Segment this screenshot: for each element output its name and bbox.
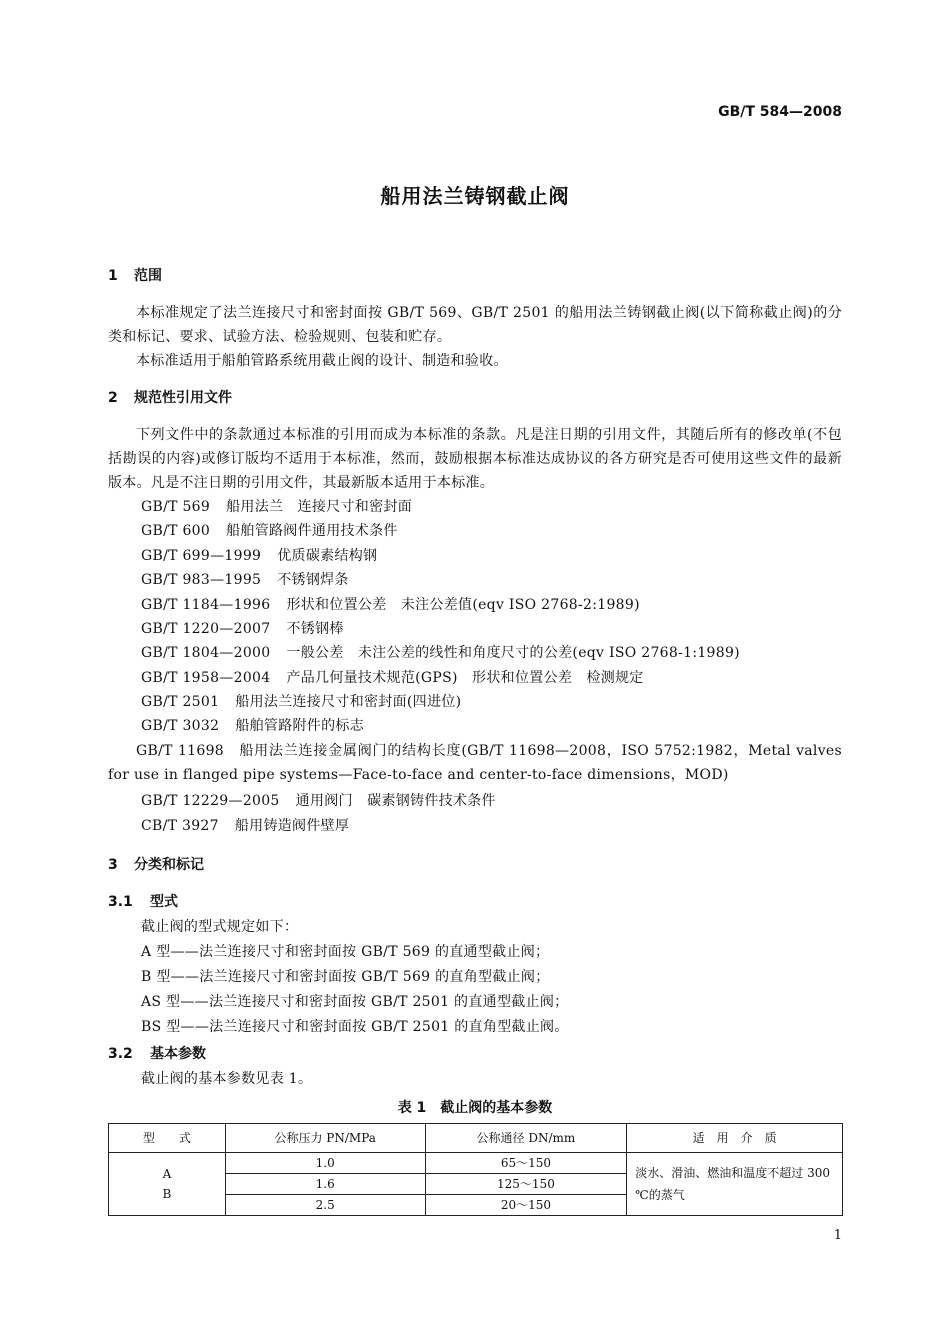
reference-title: 不锈钢焊条 — [277, 572, 349, 588]
reference-code: GB/T 569 — [141, 499, 211, 515]
diameter-cell: 125～150 — [425, 1174, 627, 1195]
section-3-2-heading — [108, 1042, 206, 1066]
column-header-type: 型 式 — [109, 1124, 226, 1153]
medium-cell: 淡水、滑油、燃油和温度不超过 300 ℃的蒸气 — [627, 1153, 843, 1216]
reference-item — [141, 544, 377, 568]
document-title: 船用法兰铸钢截止阀 — [380, 184, 570, 208]
column-header-pressure: 公称压力 PN/MPa — [225, 1124, 425, 1153]
table-caption: 表 1 截止阀的基本参数 — [397, 1100, 553, 1116]
section-number: 1 — [108, 268, 118, 284]
section-title: 型式 — [150, 894, 178, 910]
reference-item — [141, 593, 640, 617]
section-number: 3.2 — [108, 1046, 133, 1062]
reference-item — [141, 666, 644, 690]
reference-code: CB/T 3927 — [141, 818, 219, 834]
reference-title: 船用法兰连接尺寸和密封面(四进位) — [235, 694, 462, 710]
reference-title: 船用法兰 连接尺寸和密封面 — [226, 499, 413, 515]
pressure-cell: 1.0 — [225, 1153, 425, 1174]
table-header-row — [109, 1124, 843, 1153]
pressure-cell: 2.5 — [225, 1195, 425, 1216]
reference-title: 船舶管路阀件通用技术条件 — [226, 523, 398, 539]
section-title: 规范性引用文件 — [134, 390, 232, 406]
reference-code: GB/T 600 — [141, 523, 211, 539]
reference-item — [141, 519, 398, 543]
reference-title: 产品几何量技术规范(GPS) 形状和位置公差 检测规定 — [286, 670, 644, 686]
reference-code: GB/T 3032 — [141, 718, 220, 734]
type-item: AS 型——法兰连接尺寸和密封面按 GB/T 2501 的直通型截止阀； — [141, 994, 569, 1010]
type-value: B — [162, 1187, 172, 1201]
column-header-medium: 适 用 介 质 — [627, 1124, 843, 1153]
section-number: 2 — [108, 390, 118, 406]
section-number: 3.1 — [108, 894, 133, 910]
section-3-1-heading — [108, 890, 178, 914]
reference-title: 一般公差 未注公差的线性和角度尺寸的公差(eqv ISO 2768-1:1989) — [286, 645, 740, 661]
type-cell — [109, 1153, 226, 1216]
type-item: B 型——法兰连接尺寸和密封面按 GB/T 569 的直角型截止阀； — [141, 969, 550, 985]
section-title: 范围 — [134, 268, 162, 284]
type-intro: 截止阀的型式规定如下： — [141, 919, 299, 935]
reference-item — [141, 789, 496, 813]
reference-title: 形状和位置公差 未注公差值(eqv ISO 2768-2:1989) — [286, 597, 640, 613]
section-3-heading — [108, 853, 204, 877]
type-item: BS 型——法兰连接尺寸和密封面按 GB/T 2501 的直角型截止阀。 — [141, 1019, 569, 1035]
reference-code: GB/T 1958—2004 — [141, 670, 271, 686]
reference-title: 优质碳素结构钢 — [277, 548, 378, 564]
reference-code: GB/T 1184—1996 — [141, 597, 271, 613]
reference-code: GB/T 12229—2005 — [141, 793, 280, 809]
table-row — [109, 1153, 843, 1174]
parameters-intro: 截止阀的基本参数见表 1。 — [141, 1071, 313, 1087]
pressure-cell: 1.6 — [225, 1174, 425, 1195]
section-1-paragraph-2: 本标准适用于船舶管路系统用截止阀的设计、制造和验收。 — [136, 353, 508, 369]
reference-item-long: GB/T 11698 船用法兰连接金属阀门的结构长度(GB/T 11698—2008，ISO 5752:1982，Metal valves for use in flanged pipe systems—Face-to-face and center-to-face dimensions，MOD) — [108, 743, 842, 783]
section-2-intro: 下列文件中的条款通过本标准的引用而成为本标准的条款。凡是注日期的引用文件，其随后所有的修改单(不包括勘误的内容)或修订版均不适用于本标准，然而，鼓励根据本标准达成协议的各方研究是否可使用这些文件的最新版本。凡是不注日期的引用文件，其最新版本适用于本标准。 — [108, 427, 842, 491]
section-title: 分类和标记 — [134, 857, 204, 873]
section-1-paragraph-1: 本标准规定了法兰连接尺寸和密封面按 GB/T 569、GB/T 2501 的船用法兰铸钢截止阀(以下简称截止阀)的分类和标记、要求、试验方法、检验规则、包装和贮存。 — [108, 305, 842, 345]
reference-item — [141, 617, 344, 641]
reference-code: GB/T 1220—2007 — [141, 621, 271, 637]
reference-code: GB/T 2501 — [141, 694, 220, 710]
reference-code: GB/T 699—1999 — [141, 548, 262, 564]
reference-item — [141, 568, 349, 592]
parameters-table — [108, 1123, 843, 1216]
reference-item — [141, 714, 364, 738]
section-number: 3 — [108, 857, 118, 873]
reference-title: 船舶管路附件的标志 — [235, 718, 365, 734]
reference-code: GB/T 983—1995 — [141, 572, 262, 588]
column-header-diameter: 公称通径 DN/mm — [425, 1124, 627, 1153]
standard-code: GB/T 584—2008 — [718, 104, 842, 120]
section-title: 基本参数 — [150, 1046, 206, 1062]
reference-item — [141, 495, 412, 519]
reference-title: 通用阀门 碳素钢铸件技术条件 — [295, 793, 496, 809]
section-1-heading — [108, 264, 162, 288]
type-value: A — [162, 1167, 172, 1181]
reference-title: 不锈钢棒 — [286, 621, 344, 637]
reference-item — [141, 690, 461, 714]
page-number: 1 — [833, 1228, 842, 1243]
diameter-cell: 65～150 — [425, 1153, 627, 1174]
section-2-heading — [108, 386, 232, 410]
diameter-cell: 20～150 — [425, 1195, 627, 1216]
reference-title: 船用铸造阀件壁厚 — [234, 818, 350, 834]
reference-item — [141, 641, 740, 665]
reference-code: GB/T 1804—2000 — [141, 645, 271, 661]
type-item: A 型——法兰连接尺寸和密封面按 GB/T 569 的直通型截止阀； — [141, 944, 550, 960]
reference-item — [141, 814, 349, 838]
